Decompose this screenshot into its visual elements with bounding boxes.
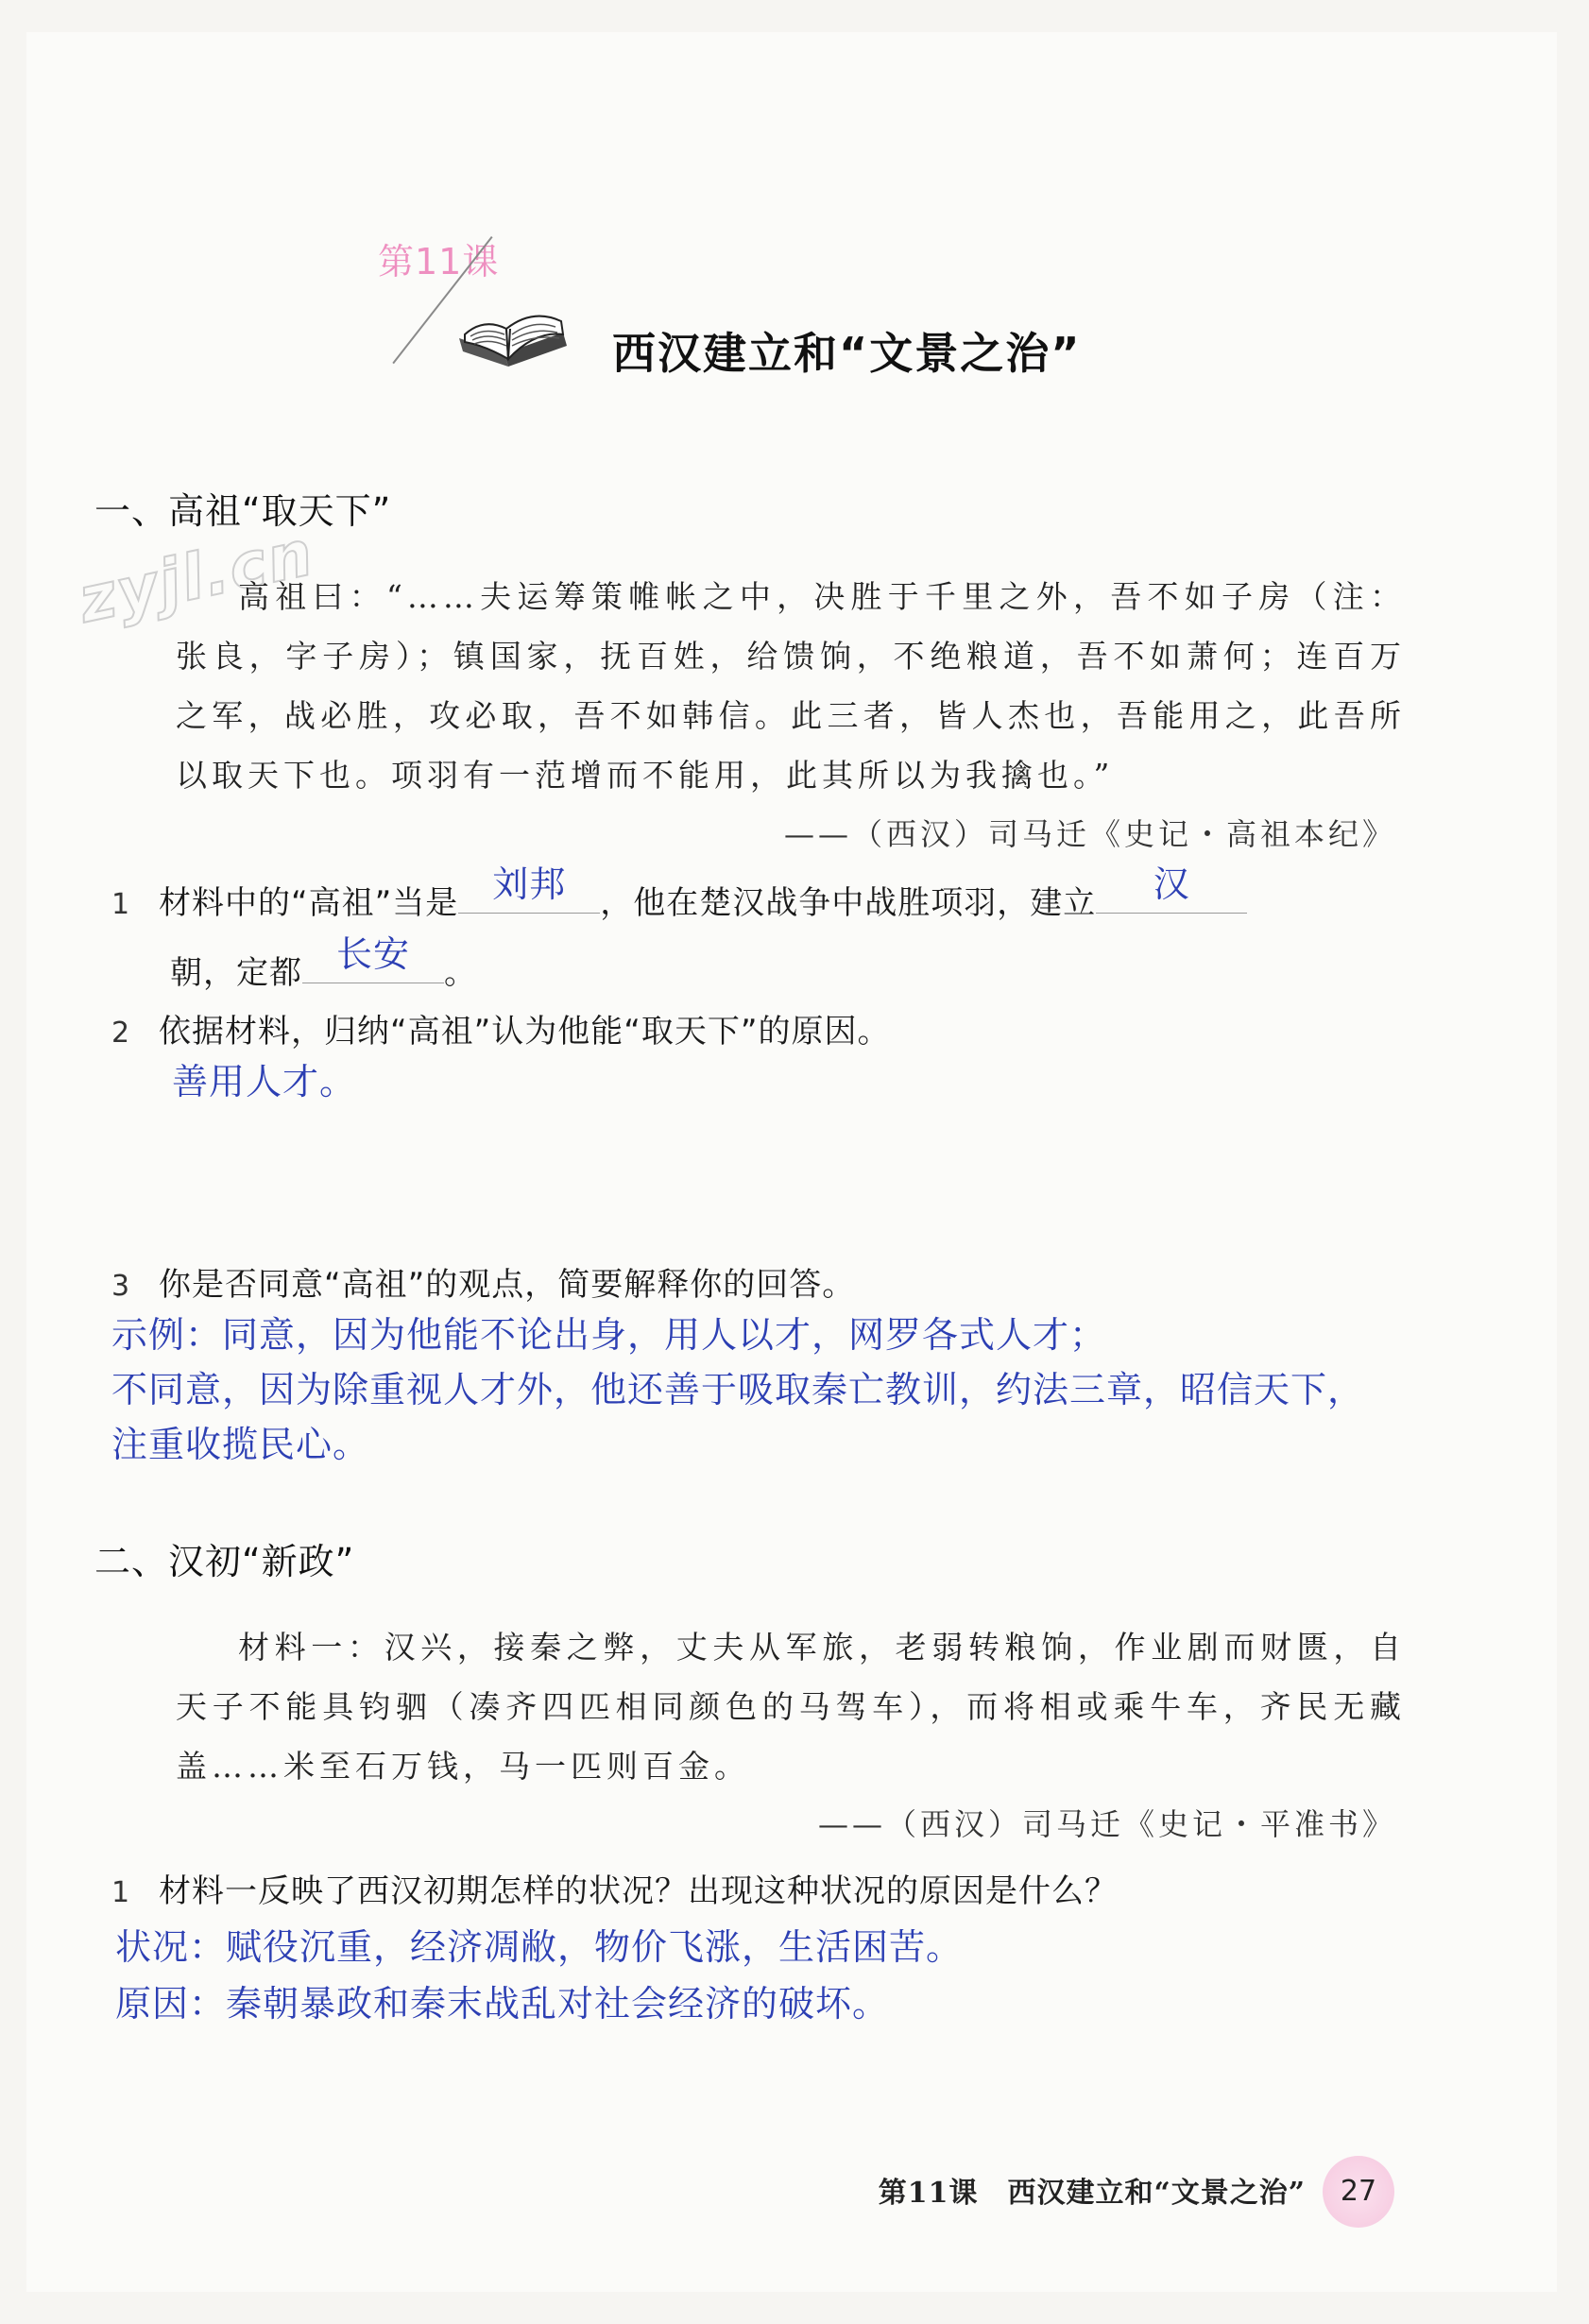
answer-blank[interactable]: 汉 <box>1096 875 1247 914</box>
handwritten-answer: 状况：赋役沉重，经济凋敝，物价飞涨，生活困苦。 <box>115 1926 964 1968</box>
section-heading-1: 一、高祖“取天下” <box>94 490 392 532</box>
handwritten-answer: 善用人才。 <box>172 1061 357 1102</box>
lesson-title: 西汉建立和“文景之治” <box>612 328 1082 379</box>
handwritten-answer: 示例：同意，因为他能不论出身，用人以才，网罗各式人才； <box>111 1314 1107 1356</box>
question-1-3: 3 你是否同意“高祖”的观点，简要解释你的回答。 <box>100 1258 855 1307</box>
open-book-icon <box>452 280 574 374</box>
question-1-1: 1 材料中的“高祖”当是 刘邦 ，他在楚汉战争中战胜项羽，建立 汉 <box>100 875 1247 926</box>
question-1-2: 2 依据材料，归纳“高祖”认为他能“取天下”的原因。 <box>100 1005 890 1054</box>
section-heading-2: 二、汉初“新政” <box>94 1541 355 1582</box>
question-number-badge: 2 <box>100 1013 142 1054</box>
page-number: 27 <box>1323 2156 1394 2228</box>
answer-blank[interactable]: 刘邦 <box>458 875 600 914</box>
handwritten-answer: 不同意，因为除重视人才外，他还善于吸取秦亡教训，约法三章，昭信天下， <box>111 1369 1365 1410</box>
question-number-badge: 1 <box>100 884 142 926</box>
question-1-1-cont: 朝，定都 长安 。 <box>170 933 477 992</box>
material-passage-2: 材料一：汉兴，接秦之弊，丈夫从军旅，老弱转粮饷，作业剧而财匮，自天子不能具钧驷（凑齐四匹相同颜色的马驾车），而将相或乘牛车，齐民无藏盖……米至石万钱，马一匹则百金。 <box>176 1629 1406 1785</box>
question-2-1: 1 材料一反映了西汉初期怎样的状况？出现这种状况的原因是什么？ <box>100 1865 1118 1914</box>
material-source-1: ——（西汉）司马迁《史记・高祖本纪》 <box>783 816 1396 852</box>
material-passage-1: 高祖曰：“……夫运筹策帷帐之中，决胜于千里之外，吾不如子房（注：张良，字子房）；镇国家，抚百姓，给馈饷，不绝粮道，吾不如萧何；连百万之军，战必胜，攻必取，吾不如韩信。此三者，皆人杰也，吾能用之，此吾所以取天下也。项羽有一范增而不能用，此其所以为我擒也。” <box>176 578 1406 794</box>
lesson-number: 第11课 <box>378 241 500 282</box>
handwritten-answer: 原因：秦朝暴政和秦末战乱对社会经济的破坏。 <box>115 1983 890 2025</box>
watermark-logo: zyjl.cn <box>72 516 321 638</box>
answer-blank[interactable]: 长安 <box>302 945 444 983</box>
question-number-badge: 1 <box>100 1872 142 1914</box>
handwritten-answer: 注重收揽民心。 <box>111 1424 370 1465</box>
running-footer-title: 第11课 西汉建立和“文景之治” <box>878 2177 1306 2210</box>
question-number-badge: 3 <box>100 1266 142 1307</box>
material-source-2: ——（西汉）司马迁《史记・平准书》 <box>817 1806 1396 1842</box>
